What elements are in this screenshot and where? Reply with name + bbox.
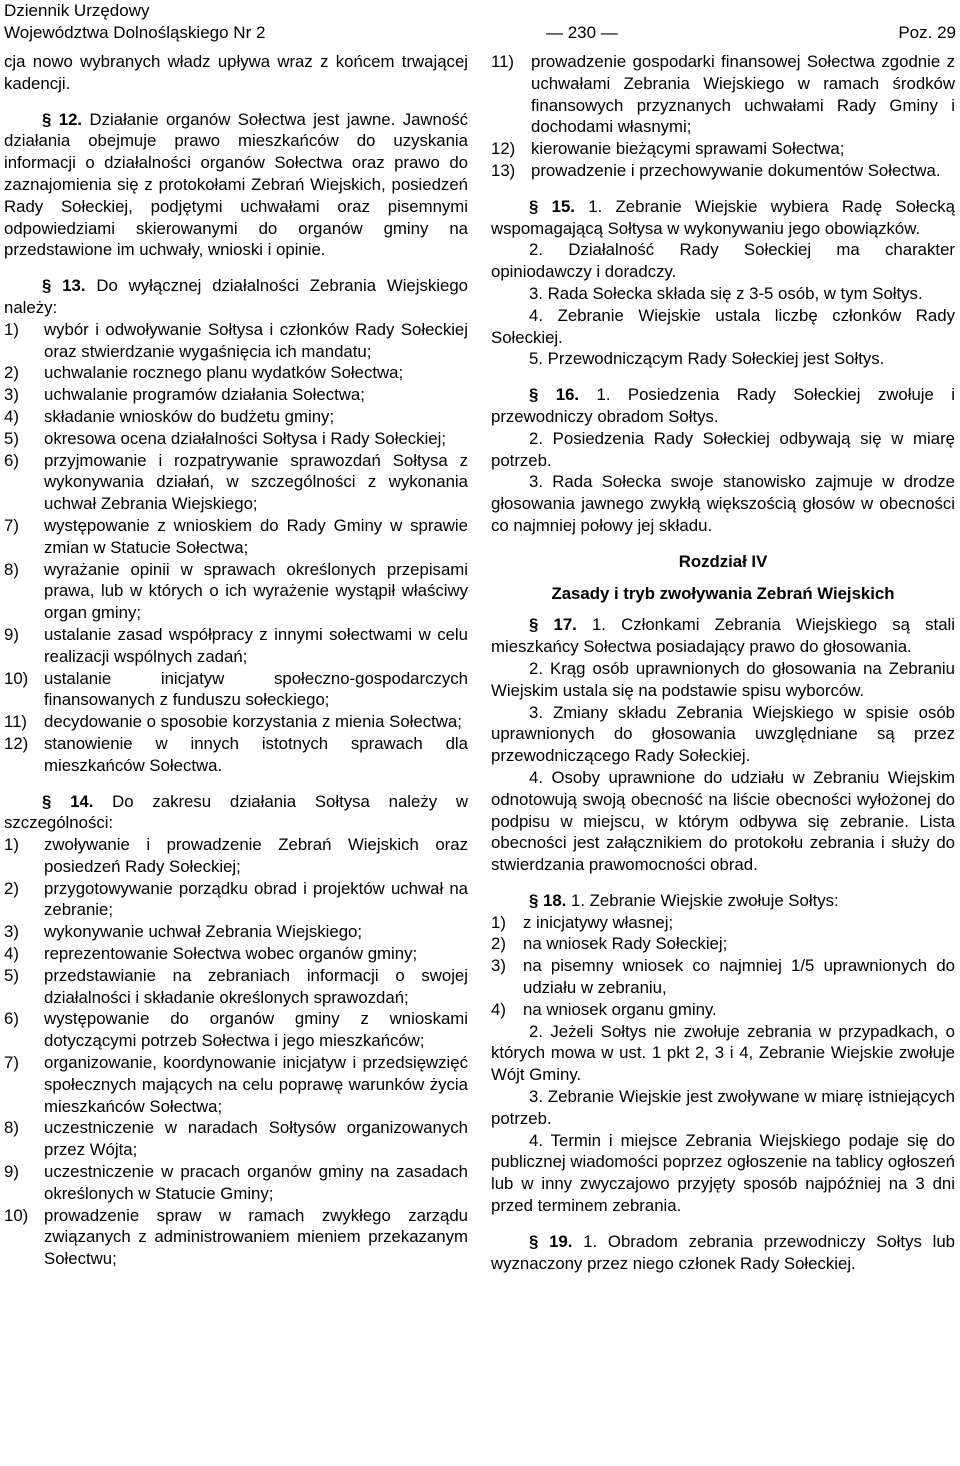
section-15-p2: 2. Działalność Rady Sołeckiej ma charakter opiniodawczy i doradczy. (491, 240, 955, 282)
section-mark: § 13. (42, 276, 86, 296)
section-mark: § 19. (529, 1231, 573, 1251)
section-16-p1: § 16. 1. Posiedzenia Rady Sołeckiej zwołuje i przewodniczy obradom Sołtys. (491, 385, 956, 426)
section-12 (4, 109, 468, 262)
list-item: 5) przedstawianie na zebraniach informacji o swojej działalności i składanie określonych sprawozdań; (4, 965, 468, 1007)
section-13-intro (4, 275, 468, 319)
position-number: Poz. 29 (898, 23, 956, 42)
list-item: 3) wykonywanie uchwał Zebrania Wiejskiego; (4, 922, 363, 942)
list-item: 2) przygotowywanie porządku obrad i projektów uchwał na zebranie; (4, 878, 468, 920)
section-16-p3: 3. Rada Sołecka swoje stanowisko zajmuje w drodze głosowania jawnego zwykłą większością głosów w obecności co najmniej połowy jej składu. (491, 472, 955, 535)
section-mark: § 18. (529, 890, 567, 910)
section-17-p1: § 17. 1. Członkami Zebrania Wiejskiego są stali mieszkańcy Sołectwa posiadający prawo do głosowania. (491, 615, 955, 657)
section-mark: § 12. (42, 109, 83, 129)
section-14-list (4, 834, 468, 1270)
list-item: 8) uczestniczenie w naradach Sołtysów organizowanych przez Wójta; (4, 1118, 468, 1160)
list-item: 12) kierowanie bieżącymi sprawami Sołectwa; (491, 139, 845, 159)
section-18-p4: 4. Termin i miejsce Zebrania Wiejskiego podaje się do publicznej wiadomości poprzez ogłoszenie na tablicy ogłoszeń lub w inny zwyczajowo przyjęty sposób najpóźniej na 3 dni przed terminem zebrania. (491, 1130, 955, 1216)
list-item: 4) reprezentowanie Sołectwa wobec organów gminy; (4, 944, 418, 964)
list-item: 12) stanowienie w innych istotnych sprawach dla mieszkańców Sołectwa. (4, 733, 468, 775)
list-item: 10) prowadzenie spraw w ramach zwykłego zarządu związanych z administrowaniem mieniem przekazanym Sołectwu; (4, 1205, 468, 1269)
list-item: 11) decydowanie o sposobie korzystania z mienia Sołectwa; (4, 712, 462, 732)
list-item: 2) na wniosek Rady Sołeckiej; (491, 934, 728, 954)
list-item: 11) prowadzenie gospodarki finansowej Sołectwa zgodnie z uchwałami Zebrania Wiejskiego w ramach środków finansowych przyznanych uchwałami Rady Gminy i dochodami własnymi; (491, 52, 955, 137)
section-mark: § 17. (529, 615, 577, 635)
section-15-p1: § 15. 1. Zebranie Wiejskie wybiera Radę Sołecką wspomagającą Sołtysa w wykonywaniu jego obowiązków. (491, 196, 956, 238)
section-mark: § 16. (529, 385, 580, 405)
section-text: Do zakresu działania Sołtysa należy w szczególności: (4, 791, 468, 833)
list-item: 4) składanie wniosków do budżetu gminy; (4, 406, 335, 426)
list-item: 9) ustalanie zasad współpracy z innymi sołectwami w celu realizacji wspólnych zadań; (4, 624, 468, 666)
section-text: Do wyłącznej działalności Zebrania Wiejskiego należy: (4, 276, 468, 317)
section-mark: § 14. (42, 791, 94, 811)
list-item: 7) występowanie z wnioskiem do Rady Gminy w sprawie zmian w Statucie Sołectwa; (4, 515, 468, 557)
section-text: Działanie organów Sołectwa jest jawne. Jawność działania obejmuje prawo mieszkańców do uzyskania informacji o działalności organów Sołectwa oraz prawo do zaznajomienia się z protokołami Zebrań Wiejskich, posiedzeń Rady Sołeckiej, podjętymi uchwałami oraz pisemnymi odpowiedziami skierowanymi do organów gminy na przedstawione im uchwały, wnioski i opinie. (4, 109, 468, 260)
section-17-p4: 4. Osoby uprawnione do udziału w Zebraniu Wiejskim odnotowują swoją obecność na liście obecności wyłożonej do podpisu w miejscu, w którym odbywa się zebranie. Lista obecności jest załącznikiem do protokołu zebrania i służy do stwierdzania prawomocności obrad. (491, 767, 955, 875)
list-item: 1) zwoływanie i prowadzenie Zebrań Wiejskich oraz posiedzeń Rady Sołeckiej; (4, 835, 468, 876)
section-19-p1: § 19. 1. Obradom zebrania przewodniczy Sołtys lub wyznaczony przez niego członek Rady Sołeckiej. (491, 1231, 955, 1273)
page-header (4, 0, 956, 44)
list-item: 6) występowanie do organów gminy z wnioskami dotyczącymi potrzeb Sołectwa i jego mieszkańców; (4, 1009, 468, 1051)
page-number: — 230 — (545, 23, 618, 42)
list-item: 1) wybór i odwoływanie Sołtysa i członków Rady Sołeckiej oraz stwierdzanie wygaśnięcia ich mandatu; (4, 319, 468, 361)
list-item: 13) prowadzenie i przechowywanie dokumentów Sołectwa. (491, 160, 941, 180)
list-item: 2) uchwalanie rocznego planu wydatków Sołectwa; (4, 363, 404, 383)
list-item: 7) organizowanie, koordynowanie inicjatyw i przedsięwzięć społecznych mających na celu poprawę warunków życia mieszkańców Sołectwa; (4, 1053, 468, 1116)
section-17-p2: 2. Krąg osób uprawnionych do głosowania na Zebraniu Wiejskim ustala się na podstawie spisu wyborców. (491, 658, 955, 700)
section-15-p4: 4. Zebranie Wiejskie ustala liczbę członków Rady Sołeckiej. (491, 305, 955, 347)
section-17-p3: 3. Zmiany składu Zebrania Wiejskiego w spisie osób uprawnionych do głosowania uwzględniane są przez przewodniczącego Rady Sołeckiej. (491, 702, 955, 766)
list-item: 6) przyjmowanie i rozpatrywanie sprawozdań Sołtysa z wykonywania działań, w szczególności z wykonania uchwał Zebrania Wiejskiego; (4, 450, 468, 514)
section-16-p2: 2. Posiedzenia Rady Sołeckiej odbywają się w miarę potrzeb. (491, 428, 955, 470)
section-15-p3: 3. Rada Sołecka składa się z 3-5 osób, w tym Sołtys. (529, 283, 923, 303)
section-18-intro: § 18. 1. Zebranie Wiejskie zwołuje Sołtys: (529, 890, 839, 910)
section-18-p3: 3. Zebranie Wiejskie jest zwoływane w miarę istniejących potrzeb. (491, 1087, 955, 1128)
list-item: 1) z inicjatywy własnej; (491, 912, 674, 932)
left-column (4, 51, 468, 1270)
publication-title: Dziennik Urzędowy (4, 1, 150, 20)
voivodeship-issue: Województwa Dolnośląskiego Nr 2 (4, 23, 266, 42)
right-column (491, 51, 955, 1274)
list-item: 5) okresowa ocena działalności Sołtysa i Rady Sołeckiej; (4, 428, 447, 448)
section-15-p5: 5. Przewodniczącym Rady Sołeckiej jest Sołtys. (529, 349, 885, 369)
section-14-intro (4, 791, 468, 835)
list-item: 8) wyrażanie opinii w sprawach określonych przepisami prawa, lub w których o ich wyrażenie wystąpił właściwy organ gminy; (4, 559, 468, 623)
section-18-list (491, 912, 955, 1021)
header-line (4, 22, 956, 44)
list-item: 9) uczestniczenie w pracach organów gminy na zasadach określonych w Statucie Gminy; (4, 1162, 468, 1203)
list-item: 10) ustalanie inicjatyw społeczno-gospodarczych finansowanych z funduszu sołeckiego; (4, 668, 468, 710)
section-18-p2: 2. Jeżeli Sołtys nie zwołuje zebrania w przypadkach, o których mowa w ust. 1 pkt 2, 3 i 4, Zebranie Wiejskie zwołuje Wójt Gminy. (491, 1021, 955, 1085)
list-item: 4) na wniosek organu gminy. (491, 999, 717, 1019)
chapter-title: Zasady i tryb zwoływania Zebrań Wiejskich (551, 583, 895, 603)
section-14-list-continued (491, 51, 955, 182)
section-mark: § 15. (529, 196, 575, 216)
chapter-heading: Rozdział IV (678, 551, 768, 571)
list-item: 3) na pisemny wniosek co najmniej 1/5 uprawnionych do udziału w zebraniu, (491, 956, 955, 998)
continuation-text: cja nowo wybranych władz upływa wraz z końcem trwającej kadencji. (4, 52, 468, 93)
list-item: 3) uchwalanie programów działania Sołectwa; (4, 385, 365, 405)
section-13-list (4, 319, 468, 777)
